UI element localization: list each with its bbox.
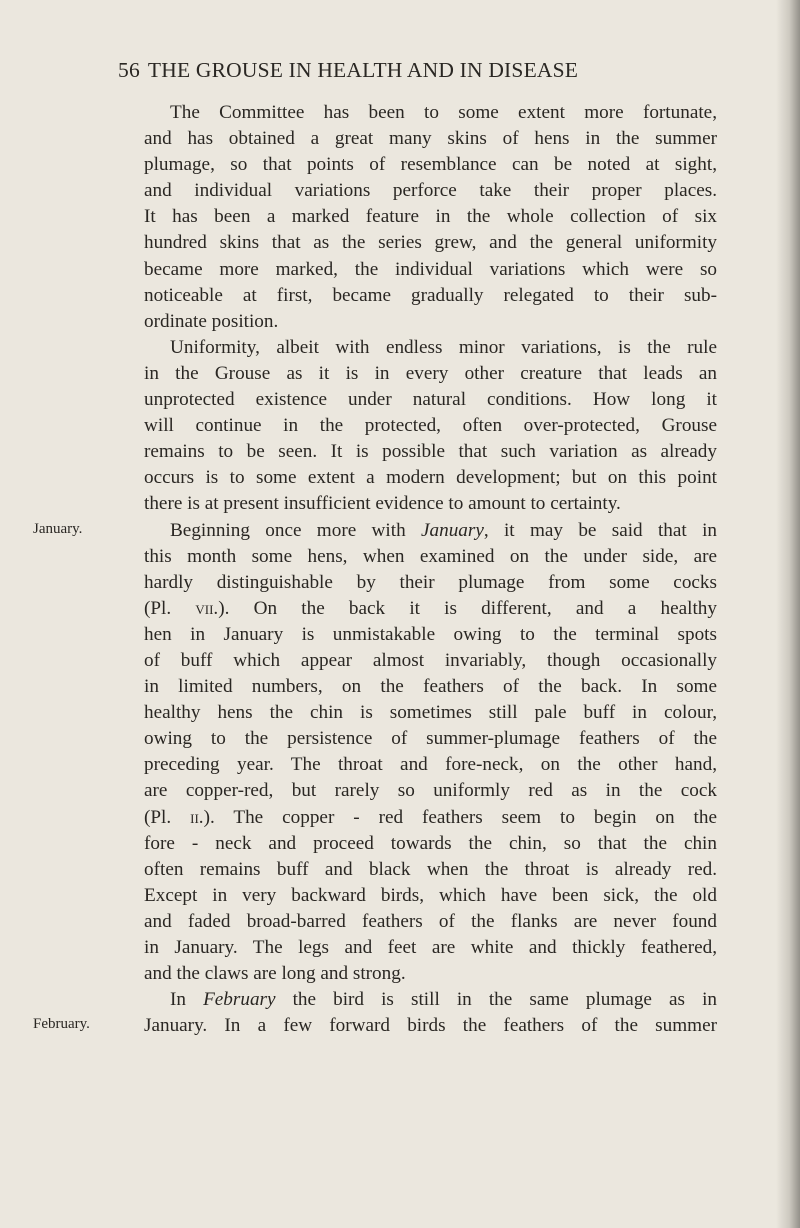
text-line: healthy hens the chin is sometimes still pale buff in colour, [144,702,717,724]
text-line: fore - neck and proceed towards the chin, so that the chin [144,832,717,854]
binding-shadow [776,0,800,1228]
text-run: ). On the back it is different, and a healthy [218,597,717,619]
text-line: Uniformity, albeit with endless minor variations, is the rule [170,336,717,358]
text-run: the bird is still in the same plumage as in [275,989,717,1011]
margin-note-february: February. [33,1016,90,1032]
margin-note-january: January. [33,521,83,537]
text-line: this month some hens, when examined on the under side, are [144,545,717,567]
text-run: (Pl. [144,597,196,619]
text-line [144,596,717,622]
body-text [144,100,717,1039]
text-line [144,518,717,544]
italic-term-january: January [420,519,484,541]
text-line: The Committee has been to some extent more fortunate, [170,102,717,123]
text-line: owing to the persistence of summer-plumage feathers of the [144,728,717,750]
text-line: occurs is to some extent a modern development; but on this point [144,467,717,489]
text-line: in the Grouse as it is in every other creature that leads an [144,362,717,384]
text-line: Except in very backward birds, which have been sick, the old [144,884,717,906]
running-title: THE GROUSE IN HEALTH AND IN DISEASE [147,58,579,82]
text-line: and individual variations perforce take their proper places. [144,180,717,202]
plate-reference: ii. [190,806,204,828]
page-number: 56 [118,58,140,82]
text-line: hundred skins that as the series grew, and the general uniformity [144,232,717,254]
text-line: ordinate position. [144,310,279,332]
text-run: Beginning once more with [170,519,421,541]
text-line: and has obtained a great many skins of hens in the summer [144,128,717,150]
text-line: are copper-red, but rarely so uniformly red as in the cock [144,780,717,802]
text-run: In [170,989,204,1011]
text-line: hen in January is unmistakable owing to the terminal spots [144,623,717,645]
text-line: It has been a marked feature in the whole collection of six [144,206,717,228]
text-line: in limited numbers, on the feathers of the back. In some [144,676,717,698]
text-run: , it may be said that in [483,519,717,541]
text-line: preceding year. The throat and fore-neck, on the other hand, [144,754,717,776]
text-line: plumage, so that points of resemblance can be noted at sight, [144,154,717,176]
text-line: of buff which appear almost invariably, though occasionally [144,649,717,671]
text-line [144,805,717,831]
text-line: will continue in the protected, often over-protected, Grouse [144,415,717,437]
running-head [118,58,718,83]
text-line: and the claws are long and strong. [144,963,406,985]
text-run: ). The copper - red feathers seem to begin on the [203,806,717,828]
text-line: became more marked, the individual variations which were so [144,258,717,280]
text-line: and faded broad-barred feathers of the flanks are never found [144,910,717,932]
text-line: unprotected existence under natural conditions. How long it [144,389,717,411]
text-line: hardly distinguishable by their plumage from some cocks [144,571,717,593]
text-line: noticeable at first, became gradually relegated to their sub- [144,284,717,306]
italic-term-february: February [203,989,276,1011]
text-line: remains to be seen. It is possible that such variation as already [144,441,717,463]
text-line: in January. The legs and feet are white and thickly feathered, [144,937,717,958]
text-line: January. In a few forward birds the feathers of the summer [144,1015,717,1037]
text-run: (Pl. [144,806,191,828]
plate-reference: vii. [195,597,219,619]
text-line [144,987,717,1013]
text-line: often remains buff and black when the throat is already red. [144,858,717,880]
text-line: there is at present insufficient evidence to amount to certainty. [144,493,621,515]
